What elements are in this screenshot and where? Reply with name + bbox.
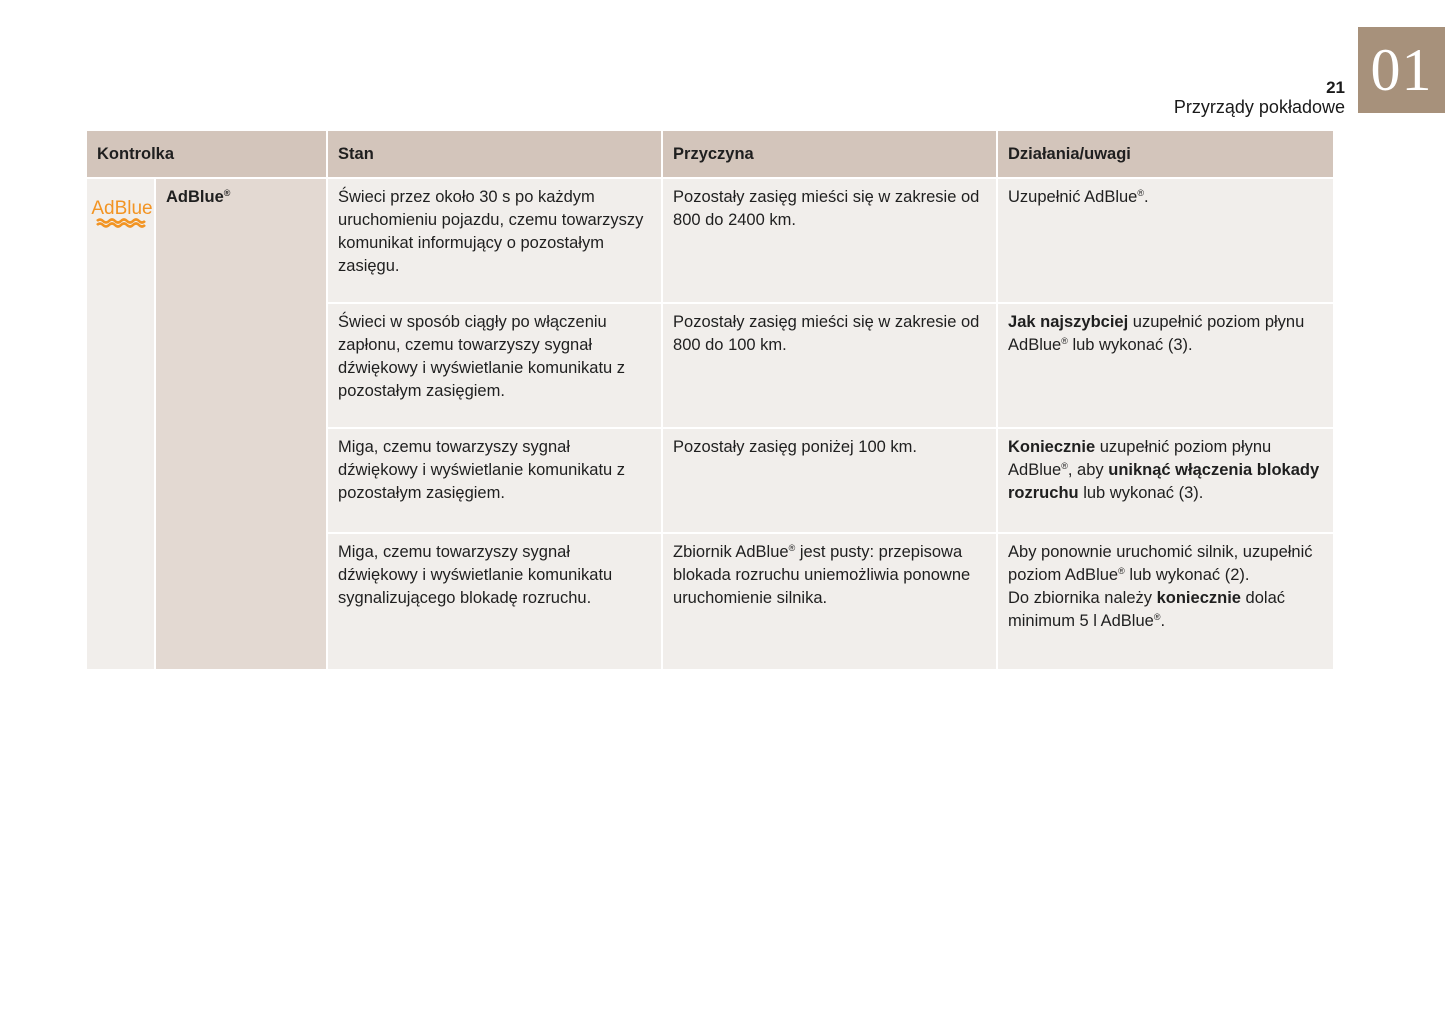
cell-stan: Miga, czemu towarzyszy sygnał dźwiękowy i wyświetlanie komunikatu z pozostałym zasięgiem. (328, 429, 661, 532)
warning-lights-table (85, 129, 1335, 671)
adblue-warning-icon (91, 195, 153, 229)
registered-mark: ® (223, 188, 231, 198)
indicator-name-cell (156, 179, 326, 669)
table-row (87, 179, 1333, 302)
cell-przyczyna: Zbiornik AdBlue® jest pusty: przepisowa blokada rozruchu uniemożliwia ponowne uruchomienie silnika. (663, 534, 996, 669)
section-title: Przyrządy pokładowe (1173, 97, 1345, 117)
column-header-kontrolka: Kontrolka (87, 131, 326, 177)
column-header-dzialania: Działania/uwagi (998, 131, 1333, 177)
adblue-icon-text: AdBlue (91, 198, 153, 219)
cell-dzialania: Uzupełnić AdBlue®. (998, 179, 1333, 302)
table-header-row (87, 131, 1333, 177)
indicator-name: AdBlue (166, 188, 224, 206)
cell-dzialania: Jak najszybciej uzupełnić poziom płynu AdBlue® lub wykonać (3). (998, 304, 1333, 427)
column-header-przyczyna: Przyczyna (663, 131, 996, 177)
cell-stan: Świeci przez około 30 s po każdym uruchomieniu pojazdu, czemu towarzyszy komunikat informujący o pozostałym zasięgu. (328, 179, 661, 302)
adblue-wave-line-1 (97, 220, 145, 223)
cell-stan: Miga, czemu towarzyszy sygnał dźwiękowy i wyświetlanie komunikatu sygnalizującego blokadę rozruchu. (328, 534, 661, 669)
page-number: 21 (1326, 78, 1345, 97)
chapter-tab: 01 (1358, 27, 1445, 113)
cell-dzialania: Koniecznie uzupełnić poziom płynu AdBlue®, aby uniknąć włączenia blokady rozruchu lub wykonać (3). (998, 429, 1333, 532)
cell-przyczyna: Pozostały zasięg mieści się w zakresie od 800 do 2400 km. (663, 179, 996, 302)
adblue-wave-line-2 (97, 224, 145, 227)
cell-dzialania: Aby ponownie uruchomić silnik, uzupełnić poziom AdBlue® lub wykonać (2). Do zbiornika należy koniecznie dolać minimum 5 l AdBlue®. (998, 534, 1333, 669)
cell-stan: Świeci w sposób ciągły po włączeniu zapłonu, czemu towarzyszy sygnał dźwiękowy i wyświetlanie komunikatu z pozostałym zasięgiem. (328, 304, 661, 427)
cell-przyczyna: Pozostały zasięg mieści się w zakresie od 800 do 100 km. (663, 304, 996, 427)
column-header-stan: Stan (328, 131, 661, 177)
indicator-icon-cell (87, 179, 154, 669)
cell-przyczyna: Pozostały zasięg poniżej 100 km. (663, 429, 996, 532)
